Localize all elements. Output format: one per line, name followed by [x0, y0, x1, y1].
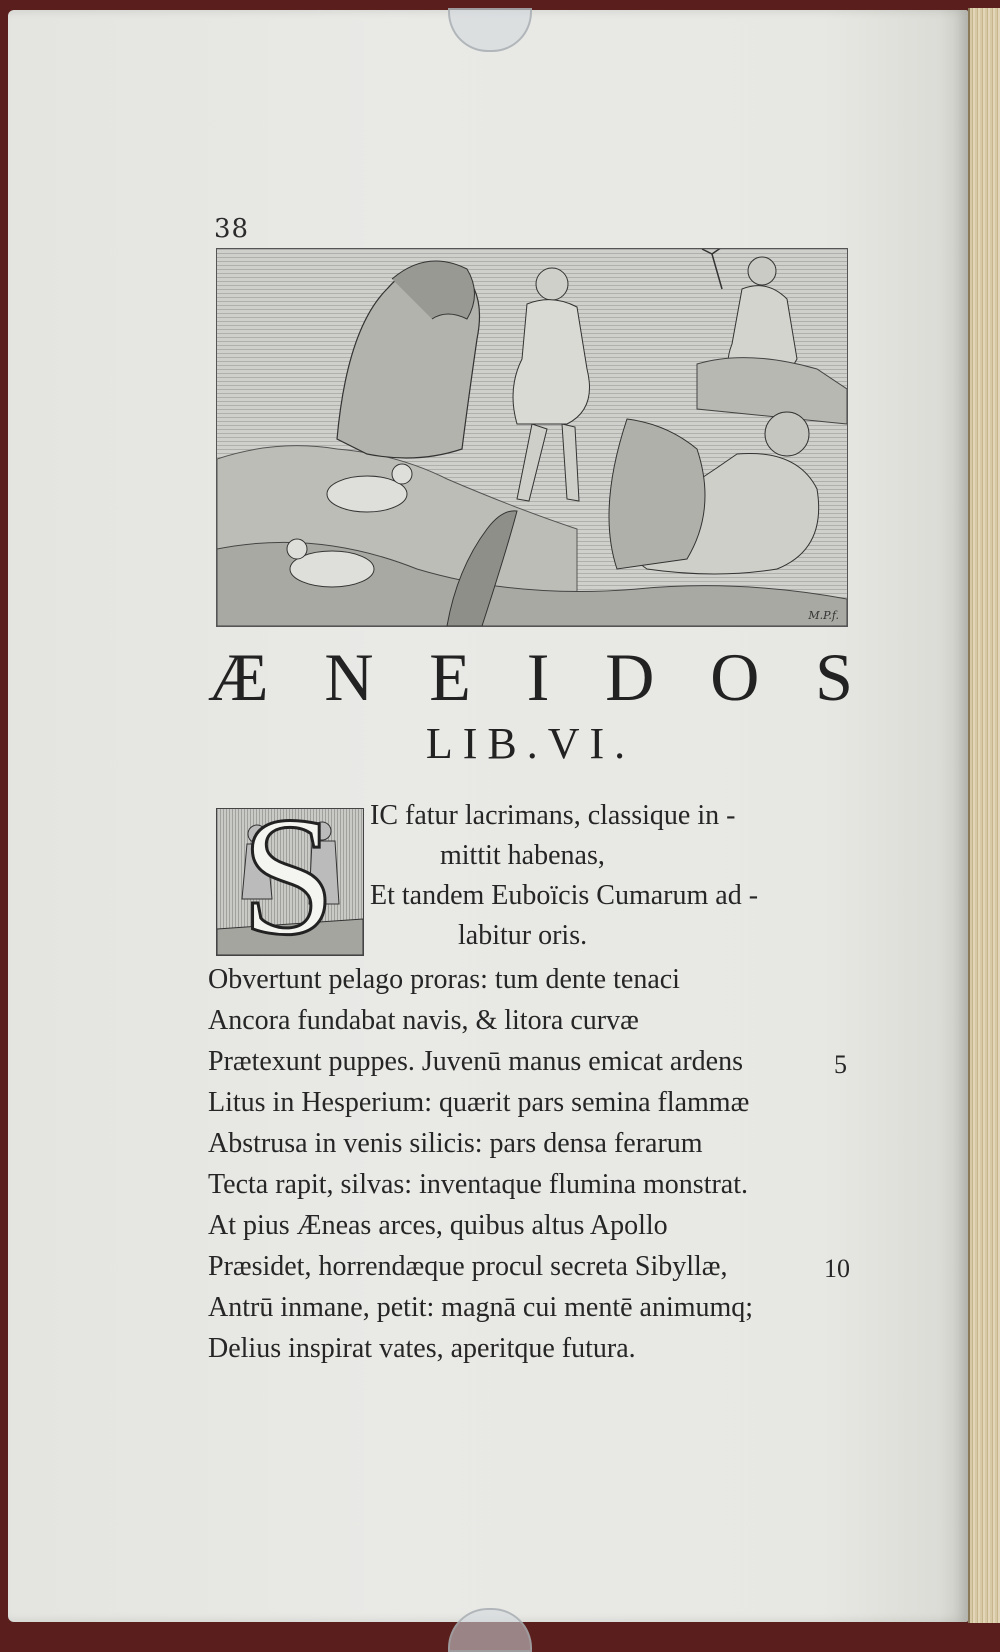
title-letter: N	[324, 639, 374, 715]
page-edges	[968, 8, 1000, 1623]
verse-line: At pius Æneas arces, quibus altus Apollo	[208, 1210, 668, 1241]
line-number: 5	[834, 1050, 847, 1079]
engraving-illustration	[216, 248, 848, 627]
verse-line: Præsidet, horrendæque procul secreta Sibyllæ,	[208, 1251, 728, 1282]
book-subtitle: LIB.VI.	[425, 719, 636, 768]
decorated-initial	[216, 808, 364, 956]
verse-line: Litus in Hesperium: quærit pars semina flammæ	[208, 1087, 750, 1118]
verse-line: mittit habenas,	[440, 840, 605, 871]
page-clip-top	[448, 8, 532, 52]
verse-line: Antrū inmane, petit: magnā cui mentē animumq;	[208, 1292, 754, 1323]
page-clip-bottom	[448, 1608, 532, 1652]
verse-line: Ancora fundabat navis, & litora curvæ	[208, 1005, 639, 1036]
verse-line: Prætexunt puppes. Juvenū manus emicat ardens	[208, 1046, 744, 1077]
title-letter: S	[815, 639, 853, 715]
verse-line: Obvertunt pelago proras: tum dente tenaci	[208, 964, 680, 995]
verse-line: IC fatur lacrimans, classique in -	[370, 800, 736, 831]
engraver-signature: M.P.f.	[808, 609, 839, 622]
title-letter: E	[429, 639, 471, 715]
verse-line: Delius inspirat vates, aperitque futura.	[208, 1333, 636, 1364]
title-letter: Æ	[208, 639, 269, 715]
line-number: 10	[824, 1254, 850, 1283]
page-number: 38	[214, 214, 250, 244]
title-letter: O	[710, 639, 760, 715]
initial-letter: S	[241, 808, 336, 956]
verse-line: Et tandem Euboïcis Cumarum ad -	[370, 880, 759, 911]
verse-line: Tecta rapit, silvas: inventaque flumina monstrat.	[208, 1169, 748, 1200]
verse-line: labitur oris.	[458, 920, 588, 951]
title-letter: D	[605, 639, 655, 715]
book-page	[8, 10, 968, 1622]
verse-line: Abstrusa in venis silicis: pars densa ferarum	[208, 1128, 703, 1159]
title-aeneidos	[208, 638, 853, 717]
title-letter: I	[526, 639, 550, 715]
